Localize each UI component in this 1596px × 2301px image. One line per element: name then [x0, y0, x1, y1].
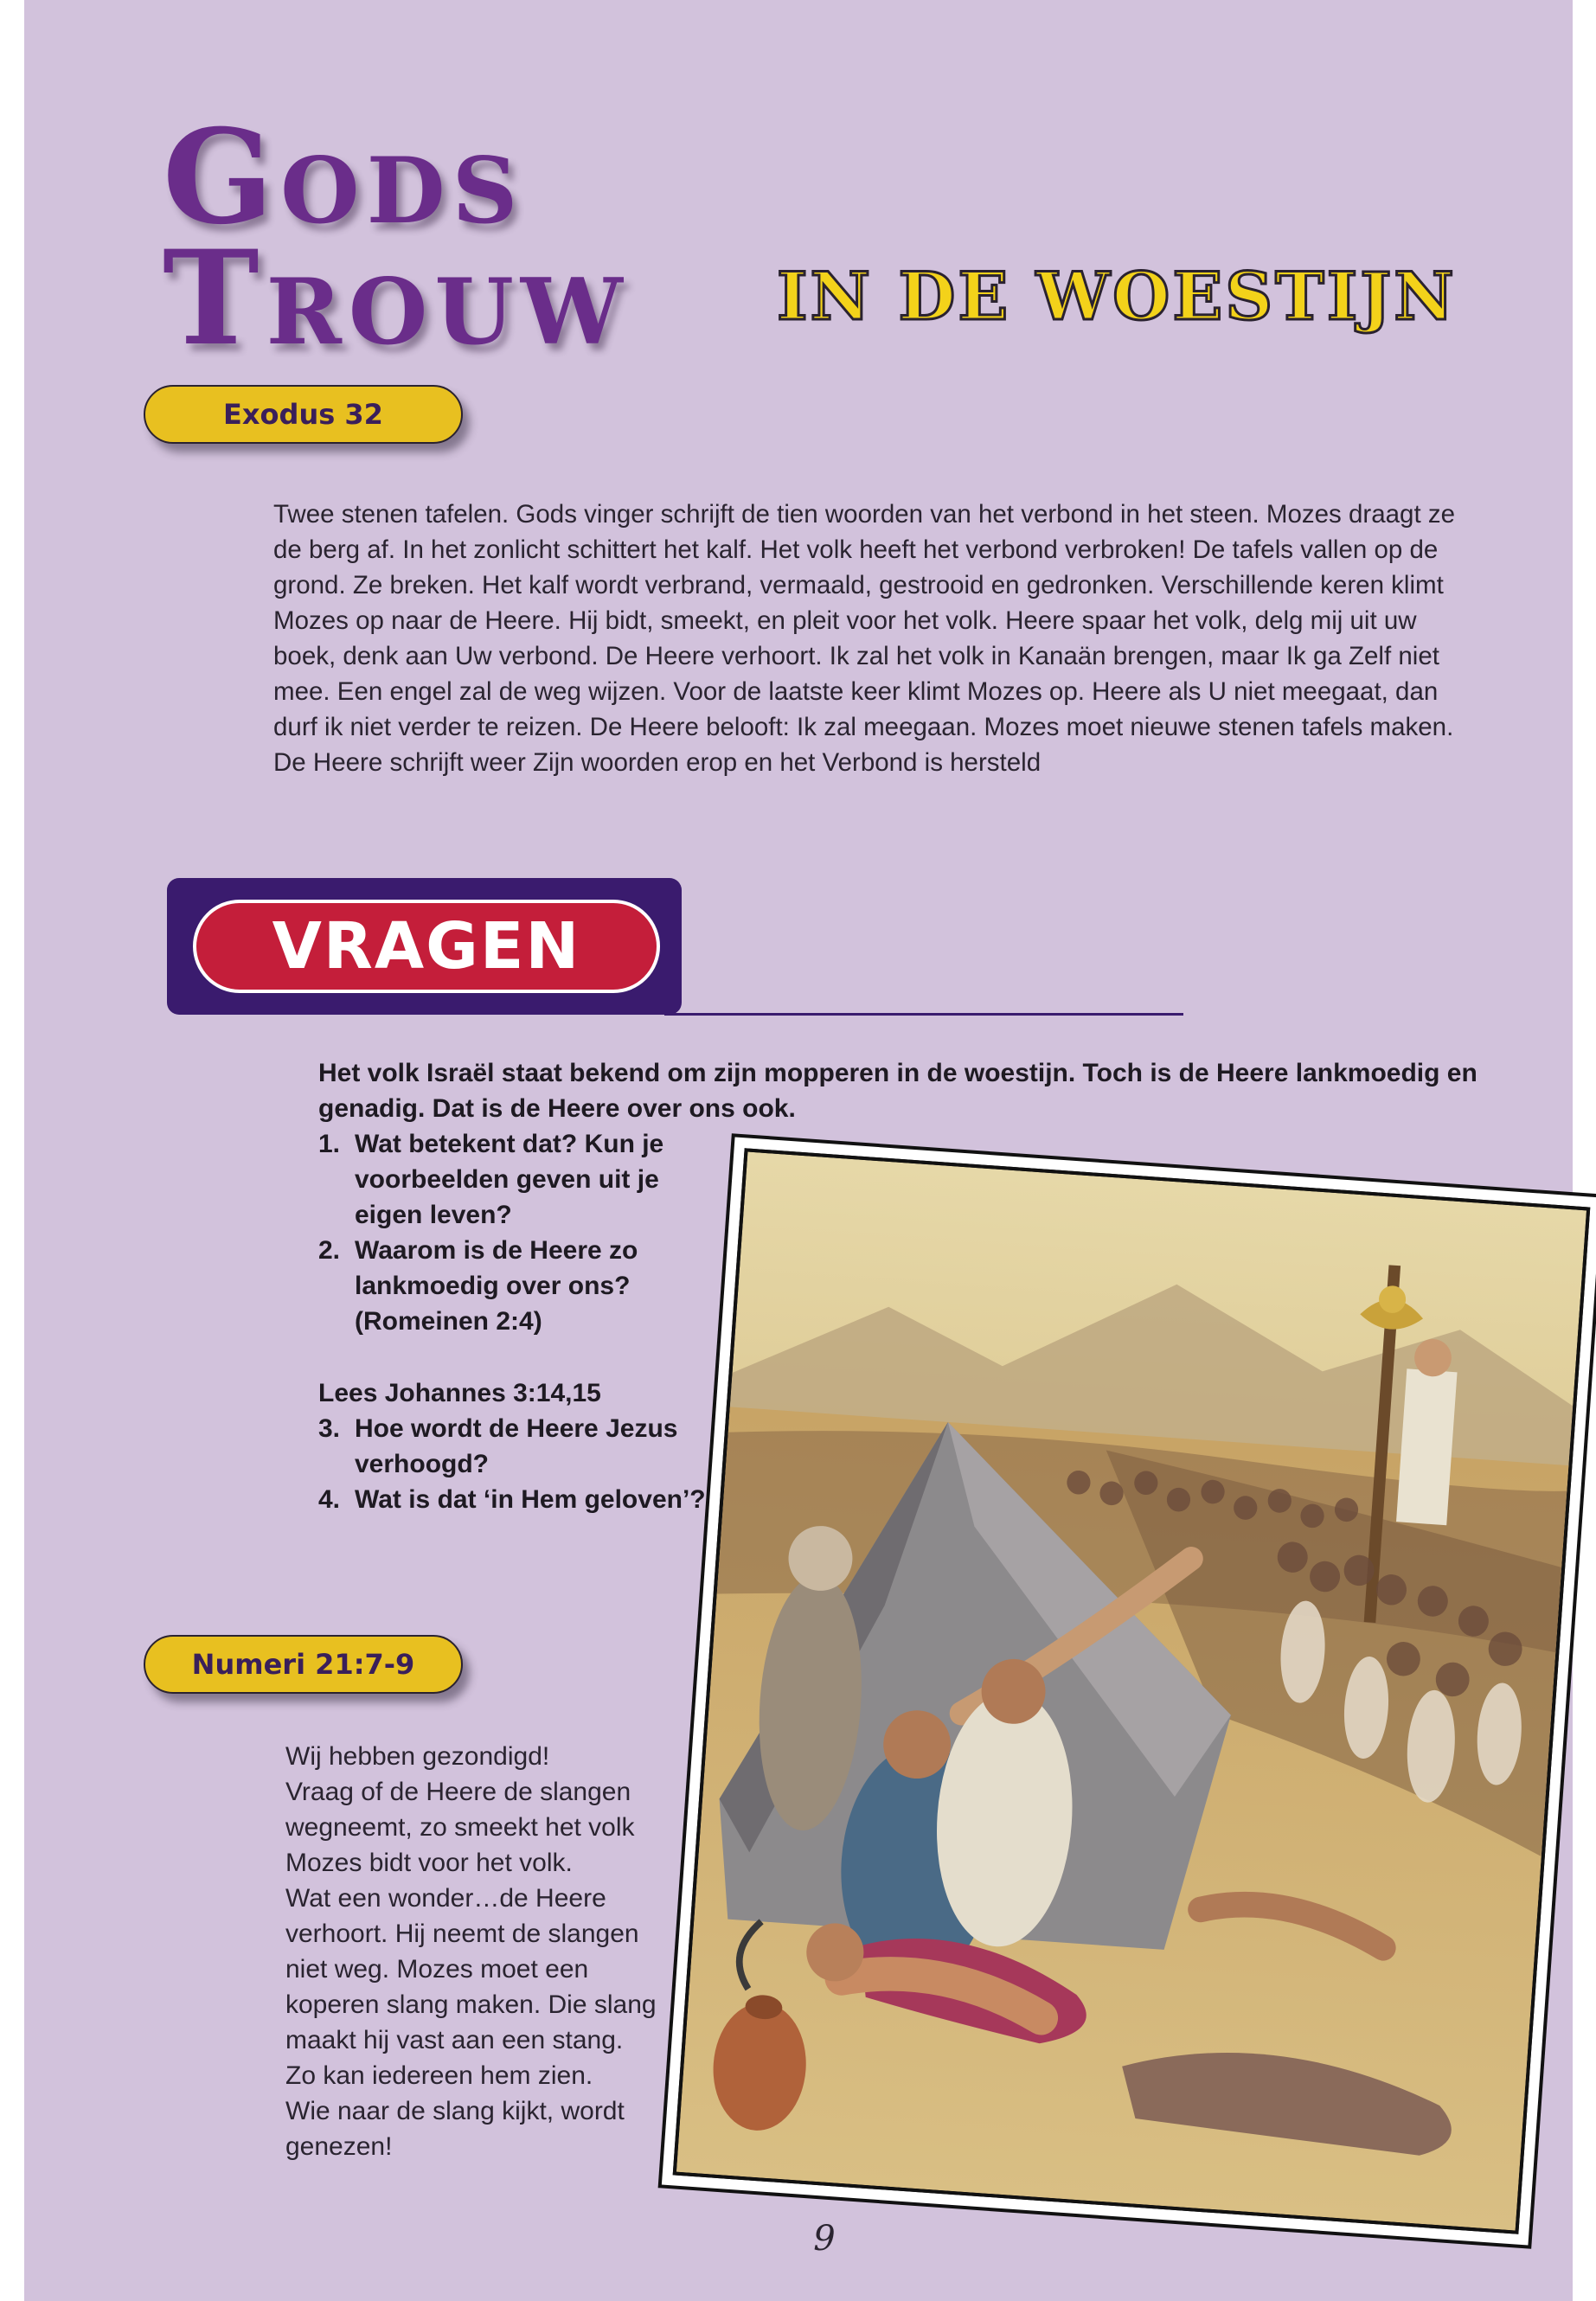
- exodus-paragraph: Twee stenen tafelen. Gods vinger schrijft de tien woorden van het verbond in het steen. Mozes draagt ze de berg af. In het zonlicht schittert het kalf. Het volk heeft het verbond verbroken! De tafels vallen op de grond. Ze breken. Het kalf wordt verbrand, vermaald, gestrooid en gedronken. Verschillende keren klimt Mozes op naar de Heere. Hij bidt, smeekt, en pleit voor het volk. Heere spaar het volk, delg mij uit uw boek, denk aan Uw verbond. De Heere verhoort. Ik zal het volk in Kanaän brengen, maar Ik ga Zelf niet mee. Een engel zal de weg wijzen. Voor de laatste keer klimt Mozes op. Heere als U niet meegaat, dan durf ik niet verder te reizen. De Heere belooft: Ik zal meegaan. Mozes moet nieuwe stenen tafels maken. De Heere schrijft weer Zijn woorden erop en het Verbond is hersteld: [273, 500, 1456, 777]
- vragen-heading: VRAGEN: [193, 900, 660, 993]
- numeri-line: verhoort. Hij neemt de slangen: [285, 1920, 639, 1948]
- numeri-line: Vraag of de Heere de slangen: [285, 1778, 631, 1806]
- question-number: 1.: [318, 1130, 341, 1158]
- page-subtitle: IN DE WOESTIJN: [777, 258, 1457, 335]
- page-number: 9: [813, 2219, 836, 2259]
- numeri-line: wegneemt, zo smeekt het volk: [285, 1813, 635, 1842]
- question-item: [318, 1233, 734, 1339]
- numeri-line: niet weg. Mozes moet een: [285, 1955, 589, 1984]
- question-item: [318, 1126, 734, 1233]
- question-text: Hoe wordt de Heere Jezus verhoogd?: [355, 1414, 678, 1478]
- title-line-1: Gods: [163, 101, 525, 253]
- numeri-line: Zo kan iedereen hem zien.: [285, 2061, 593, 2090]
- numeri-line: Wie naar de slang kijkt, wordt: [285, 2097, 625, 2125]
- painting-illustration: [676, 1152, 1586, 2231]
- numeri-line: maakt hij vast aan een stang.: [285, 2026, 624, 2054]
- question-text: Wat betekent dat? Kun je voorbeelden geven uit je eigen leven?: [355, 1130, 664, 1229]
- question-number: 4.: [318, 1485, 341, 1514]
- numeri-line: Wij hebben gezondigd!: [285, 1742, 550, 1771]
- numeri-line: Wat een wonder…de Heere: [285, 1884, 606, 1913]
- question-list-a: [318, 1126, 734, 1339]
- reading-reference: Lees Johannes 3:14,15: [318, 1379, 601, 1407]
- question-item: [318, 1411, 734, 1482]
- vragen-underline: [664, 1013, 1183, 1016]
- title-line-2: Trouw: [163, 222, 630, 375]
- question-number: 3.: [318, 1414, 341, 1443]
- numeri-line: Mozes bidt voor het volk.: [285, 1849, 573, 1877]
- questions-intro: Het volk Israël staat bekend om zijn mopperen in de woestijn. Toch is de Heere lankmoedig en genadig. Dat is de Heere over ons ook.: [318, 1059, 1477, 1123]
- question-list-b: [318, 1375, 734, 1517]
- bronze-serpent-painting: [673, 1148, 1591, 2234]
- question-item: [318, 1482, 734, 1517]
- question-text: Wat is dat ‘in Hem geloven’?: [355, 1485, 706, 1514]
- page: [24, 0, 1573, 2301]
- reference-badge-exodus: Exodus 32: [144, 385, 463, 444]
- painting-frame: [673, 1148, 1591, 2234]
- page-title: [163, 101, 630, 375]
- numeri-line: genezen!: [285, 2132, 393, 2161]
- numeri-line: koperen slang maken. Die slang: [285, 1990, 657, 2019]
- numeri-paragraph: [285, 1739, 701, 2164]
- question-number: 2.: [318, 1236, 341, 1265]
- reference-badge-numeri: Numeri 21:7-9: [144, 1635, 463, 1694]
- question-text: Waarom is de Heere zo lankmoedig over ons? (Romeinen 2:4): [355, 1236, 638, 1336]
